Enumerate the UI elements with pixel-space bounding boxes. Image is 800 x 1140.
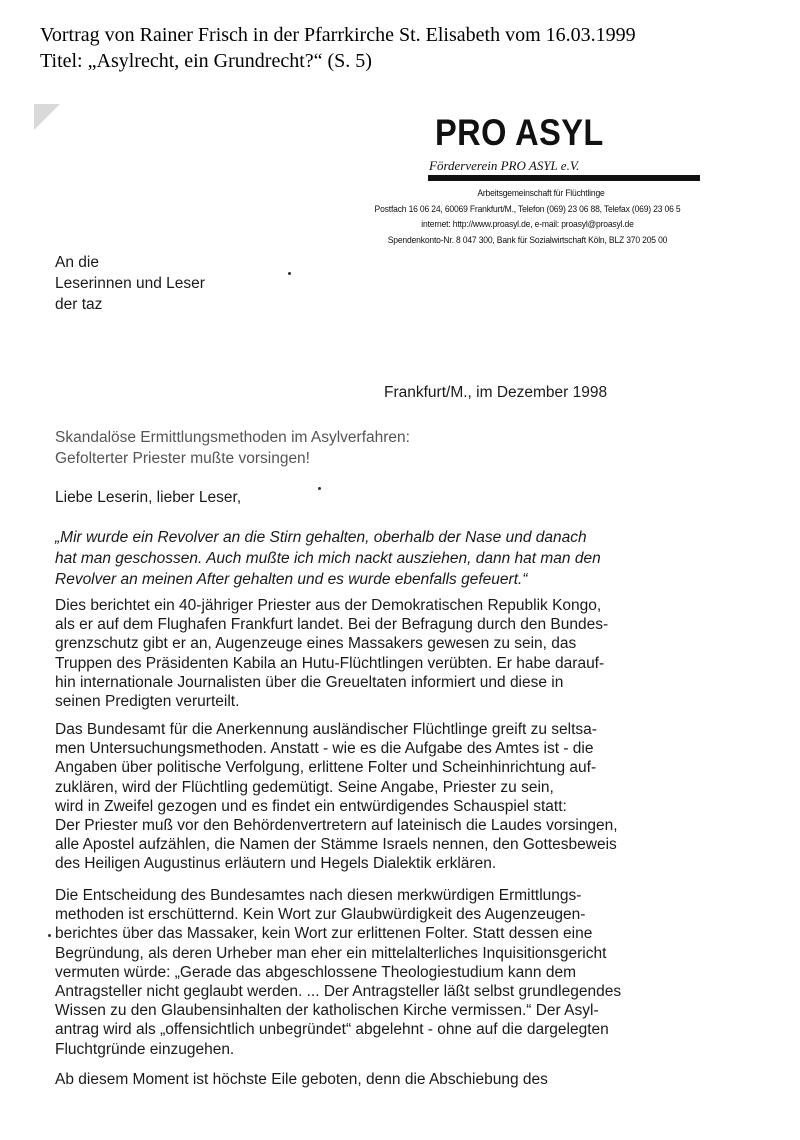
paragraph-line: Wissen zu den Glaubensinhalten der katholischen Kirche vermissen.“ Der Asyl- [55, 1002, 599, 1020]
paragraph-line: hin internationale Journalisten über die Greueltaten informiert und diese in [55, 673, 564, 691]
body-paragraph-3 [55, 886, 655, 1059]
pro-asyl-logo: PRO ASYL [435, 112, 604, 153]
contact-organization: Arbeitsgemeinschaft für Flüchtlinge [477, 188, 605, 199]
contact-address: Postfach 16 06 24, 60069 Frankfurt/M., Telefon (069) 23 06 88, Telefax (069) 23 06 5 [374, 203, 681, 215]
paragraph-line: alle Apostel aufzählen, die Namen der Stämme Israels nennen, den Gottesbeweis [55, 836, 617, 854]
scan-speck [48, 934, 51, 937]
paragraph-line: seinen Predigten verurteilt. [55, 693, 240, 711]
paragraph-line: vermuten würde: „Gerade das abgeschlossene Theologiestudium kann dem [55, 963, 576, 981]
date-line: Frankfurt/M., im Dezember 1998 [384, 384, 608, 401]
paragraph-line: Das Bundesamt für die Anerkennung ausländischer Flüchtlinge greift zu seltsa- [55, 721, 597, 738]
paragraph-line: Dies berichtet ein 40-jähriger Priester aus der Demokratischen Republik Kongo, [55, 597, 602, 614]
paragraph-line: Truppen des Präsidenten Kabila an Hutu-Flüchtlingen verübten. Er habe darauf- [55, 654, 605, 672]
recipient-line: An die [55, 254, 99, 271]
recipient-line: Leserinnen und Leser [55, 275, 205, 292]
contact-bank-account: Spendenkonto-Nr. 8 047 300, Bank für Sozialwirtschaft Köln, BLZ 370 205 00 [387, 234, 668, 246]
paragraph-line: Die Entscheidung des Bundesamtes nach diesen merkwürdigen Ermittlungs- [55, 887, 582, 904]
scan-speck [318, 487, 321, 490]
paragraph-line: antrag wird als „offensichtlich unbegründet“ abgelehnt - ohne auf die dargelegten [55, 1021, 609, 1039]
paragraph-line: Begründung, als deren Urheber man eher ein mittelalterliches Inquisitionsgericht [55, 944, 607, 962]
scan-speck [288, 272, 291, 275]
paragraph-line: Antragsteller nicht geglaubt werden. ... Der Antragsteller läßt selbst grundlegendes [55, 983, 622, 1001]
quote-line: hat man geschossen. Auch mußte ich mich nackt ausziehen, dann hat man den [55, 550, 601, 567]
paragraph-line: grenzschutz gibt er an, Augenzeuge eines Massakers gewesen zu sein, das [55, 635, 577, 653]
letterhead-subtitle: Förderverein PRO ASYL e.V. [429, 158, 580, 173]
paragraph-line: berichtes über das Massaker, kein Wort zur erlittenen Folter. Statt dessen eine [55, 925, 593, 943]
body-paragraph-1 [55, 596, 655, 711]
paragraph-line: wird in Zweifel gezogen und es findet ein entwürdigendes Schauspiel statt: [55, 797, 567, 815]
body-paragraph-4 [55, 1070, 655, 1089]
paragraph-line: des Heiligen Augustinus erläutern und Hegels Dialektik erklären. [55, 855, 497, 873]
quote-line: Revolver an meinen After gehalten und es wurde ebenfalls gefeuert.“ [55, 571, 528, 588]
subject-line [55, 427, 410, 469]
letterhead-contact [372, 186, 683, 248]
paragraph-line: Ab diesem Moment ist höchste Eile geboten, denn die Abschiebung des [55, 1071, 548, 1088]
paragraph-line: Angaben über politische Verfolgung, erlittene Folter und Scheinhinrichtung auf- [55, 759, 597, 777]
testimony-quote [55, 527, 625, 590]
paragraph-line: Fluchtgründe einzugehen. [55, 1040, 235, 1058]
paragraph-line: zuklären, wird der Flüchtling gedemütigt. Seine Angabe, Priester zu sein, [55, 778, 554, 796]
subject-line-2: Gefolterter Priester mußte vorsingen! [55, 450, 310, 467]
paragraph-line: Der Priester muß vor den Behördenvertretern auf lateinisch die Laudes vorsingen, [55, 817, 618, 835]
header-line-2: Titel: „Asylrecht, ein Grundrecht?“ (S. 5) [40, 50, 372, 72]
paragraph-line: als er auf dem Flughafen Frankfurt landet. Bei der Befragung durch den Bundes- [55, 616, 609, 634]
paragraph-line: men Untersuchungsmethoden. Anstatt - wie es die Aufgabe des Amtes ist - die [55, 740, 594, 758]
recipient-block [55, 252, 205, 315]
recipient-line: der taz [55, 296, 103, 313]
subject-line-1: Skandalöse Ermittlungsmethoden im Asylverfahren: [55, 429, 410, 446]
letterhead-rule [428, 175, 700, 181]
paragraph-line: methoden ist erschütternd. Kein Wort zur Glaubwürdigkeit des Augenzeugen- [55, 906, 586, 924]
body-paragraph-2 [55, 720, 655, 874]
salutation: Liebe Leserin, lieber Leser, [55, 489, 242, 506]
lecture-header [40, 22, 636, 74]
folded-corner-mark [34, 104, 60, 130]
contact-internet: internet: http://www.proasyl.de, e-mail: proasyl@proasyl.de [421, 219, 634, 230]
quote-line: „Mir wurde ein Revolver an die Stirn gehalten, oberhalb der Nase und danach [55, 529, 587, 546]
header-line-1: Vortrag von Rainer Frisch in der Pfarrkirche St. Elisabeth vom 16.03.1999 [40, 24, 636, 46]
